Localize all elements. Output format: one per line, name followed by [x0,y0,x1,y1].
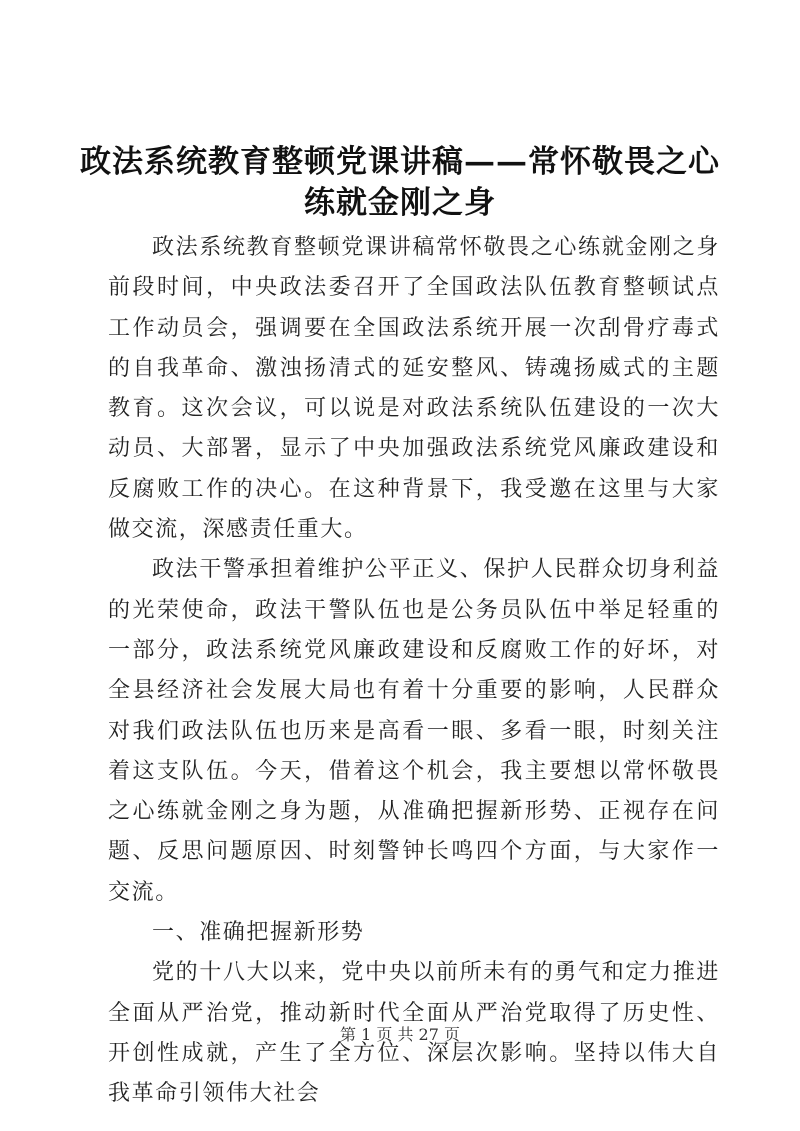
document-body [108,228,720,1115]
section-heading: 一、准确把握新形势 [152,920,365,946]
page-number-footer: 第 1 页 共 27 页 [340,1025,460,1044]
body-paragraph: 政法干警承担着维护公平正义、保护人民群众切身利益的光荣使命，政法干警队伍也是公务员队伍中举足轻重的一部分，政法系统党风廉政建设和反腐败工作的好坏，对全县经济社会发展大局也有着十分重要的影响，人民群众对我们政法队伍也历来是高看一眼、多看一眼，时刻关注着这支队伍。今天，借着这个机会，我主要想以常怀敬畏之心练就金刚之身为题，从准确把握新形势、正视存在问题、反思问题原因、时刻警钟长鸣四个方面，与大家作一交流。 [108,557,720,905]
document-title-line-2: 练就金刚之身 [304,185,496,221]
body-paragraph: 党的十八大以来，党中央以前所未有的勇气和定力推进全面从严治党，推动新时代全面从严治党取得了历史性、开创性成就，产生了全方位、深层次影响。坚持以伟大自我革命引领伟大社会 [108,960,720,1107]
document-title-line-1: 政法系统教育整顿党课讲稿——常怀敬畏之心 [80,144,720,180]
body-paragraph: 政法系统教育整顿党课讲稿常怀敬畏之心练就金刚之身前段时间，中央政法委召开了全国政法队伍教育整顿试点工作动员会，强调要在全国政法系统开展一次刮骨疗毒式的自我革命、激浊扬清式的延安整风、铸魂扬威式的主题教育。这次会议，可以说是对政法系统队伍建设的一次大动员、大部署，显示了中央加强政法系统党风廉政建设和反腐败工作的决心。在这种背景下，我受邀在这里与大家做交流，深感责任重大。 [108,235,720,543]
